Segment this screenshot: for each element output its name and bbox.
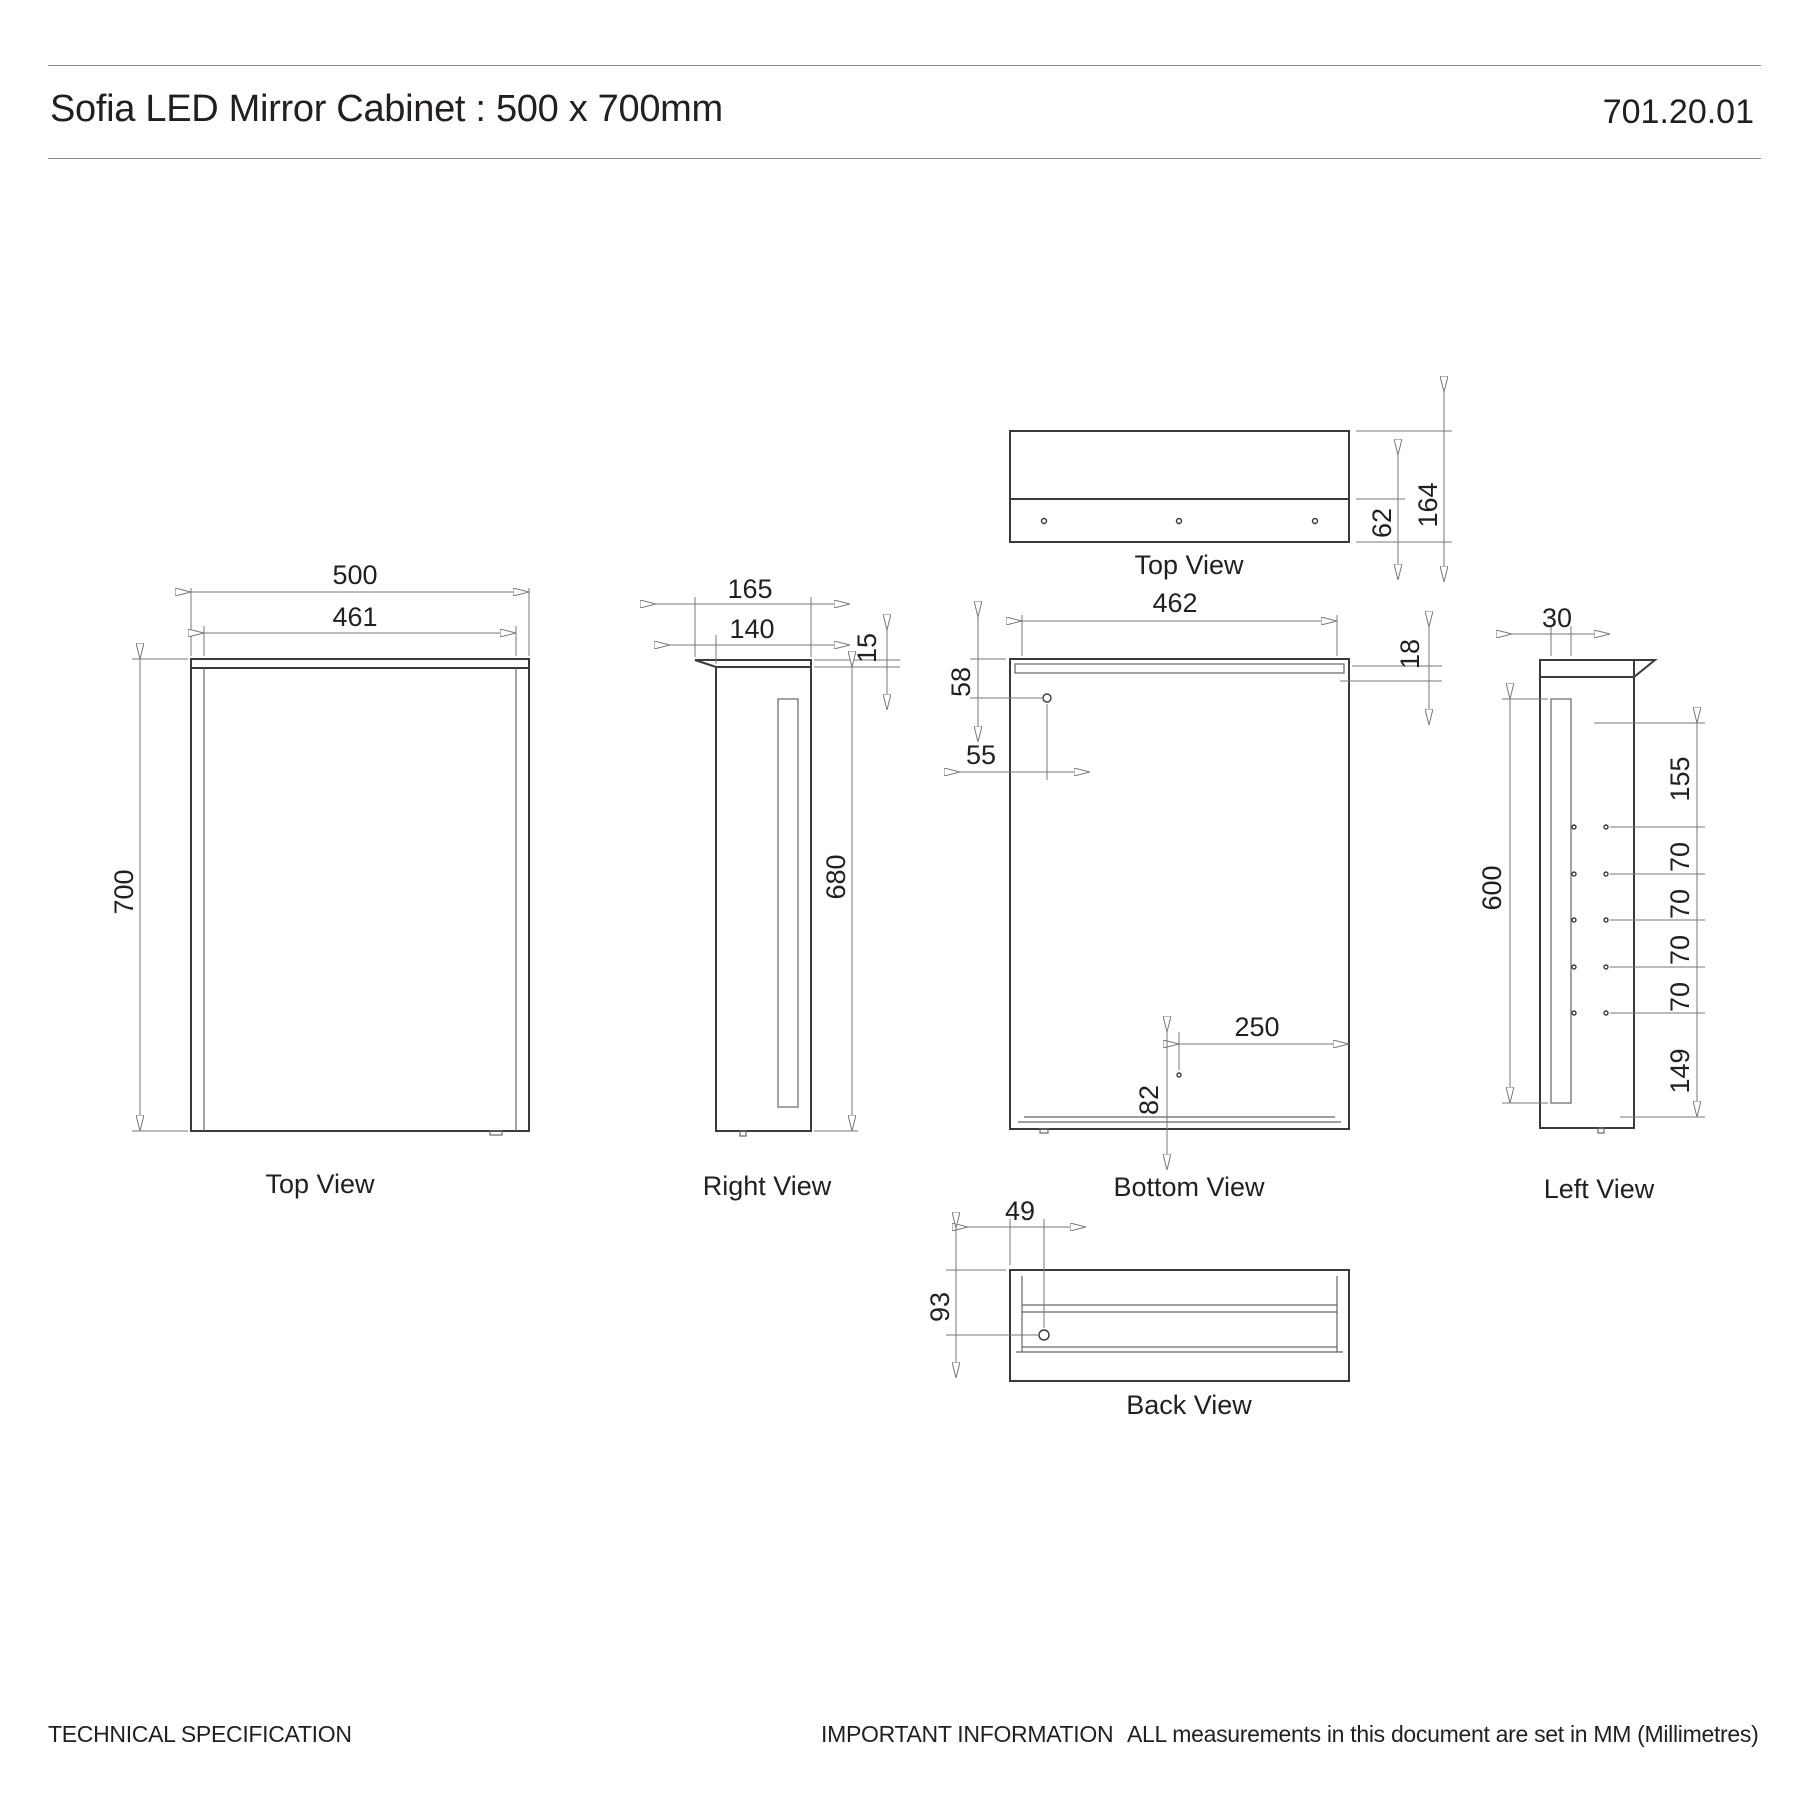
footer-tech-spec: TECHNICAL SPECIFICATION	[48, 1721, 352, 1747]
dim-width-outer: 500	[332, 560, 378, 590]
dim-right-height: 680	[821, 854, 851, 900]
front-view-label: Top View	[265, 1169, 375, 1199]
dim-gap-bottom: 149	[1665, 1048, 1695, 1094]
right-view-label: Right View	[702, 1171, 832, 1201]
top-hole	[1042, 519, 1047, 524]
bottom-cable-hole	[1177, 1073, 1181, 1077]
bottom-switch-hole	[1043, 694, 1051, 702]
shelf-pin	[1572, 825, 1576, 829]
bottom-foot	[1040, 1129, 1048, 1133]
front-view	[109, 560, 529, 1199]
left-shelf-pins	[1572, 825, 1608, 1015]
bottom-view	[946, 588, 1442, 1202]
dim-hole-from-bottom: 82	[1134, 1084, 1164, 1116]
dim-spacing-2: 70	[1665, 888, 1695, 920]
top-hole	[1313, 519, 1318, 524]
shelf-pin	[1604, 1011, 1608, 1015]
front-body	[191, 668, 529, 1131]
bottom-top-strip	[1015, 664, 1344, 673]
right-top-cap	[695, 660, 811, 667]
right-led-strip	[778, 699, 798, 1107]
left-view-label: Left View	[1543, 1174, 1655, 1204]
right-view	[656, 574, 900, 1201]
dim-hole-from-side: 55	[965, 740, 997, 770]
dim-top-strip: 18	[1395, 638, 1425, 670]
dim-hole-y: 93	[925, 1291, 955, 1323]
left-top-cap	[1540, 660, 1655, 677]
front-top-cap	[191, 659, 529, 668]
dim-left-depth: 30	[1541, 603, 1573, 633]
left-body	[1540, 660, 1634, 1128]
back-outline	[1010, 1270, 1349, 1381]
shelf-pin	[1572, 1011, 1576, 1015]
dim-top-lip: 15	[852, 632, 882, 664]
right-body	[716, 667, 811, 1131]
dim-height: 700	[109, 869, 139, 915]
dim-depth-body: 140	[729, 614, 775, 644]
page-title: Sofia LED Mirror Cabinet : 500 x 700mm	[50, 88, 723, 130]
dim-hole-from-right: 250	[1234, 1012, 1280, 1042]
shelf-pin	[1604, 872, 1608, 876]
shelf-pin	[1604, 825, 1608, 829]
shelf-pin	[1572, 918, 1576, 922]
top-view-label: Top View	[1134, 550, 1244, 580]
product-code: 701.20.01	[1602, 93, 1754, 131]
top-outline	[1010, 431, 1349, 542]
dim-gap-top: 155	[1665, 756, 1695, 802]
front-foot	[490, 1131, 502, 1135]
back-view-label: Back View	[1126, 1390, 1252, 1420]
dim-spacing-3: 70	[1665, 934, 1695, 966]
shelf-pin	[1572, 965, 1576, 969]
back-socket-hole	[1039, 1330, 1049, 1340]
dim-bottom-width: 462	[1152, 588, 1198, 618]
shelf-pin	[1604, 918, 1608, 922]
footer-important-label: IMPORTANT INFORMATION	[821, 1721, 1114, 1747]
dim-hole-x: 49	[1004, 1196, 1036, 1226]
shelf-pin	[1572, 872, 1576, 876]
dim-spacing-4: 70	[1665, 981, 1695, 1013]
left-led-strip	[1551, 699, 1571, 1103]
dim-front-depth: 62	[1367, 507, 1397, 539]
shelf-pin	[1604, 965, 1608, 969]
top-hole	[1177, 519, 1182, 524]
bottom-view-label: Bottom View	[1113, 1172, 1265, 1202]
dim-depth-top: 165	[727, 574, 773, 604]
dim-width-inner: 461	[332, 602, 378, 632]
dim-hole-from-top: 58	[946, 666, 976, 698]
dim-left-height: 600	[1477, 865, 1507, 911]
left-view	[1477, 603, 1705, 1204]
dim-total-depth: 164	[1413, 482, 1443, 528]
top-view	[1010, 392, 1452, 582]
dim-spacing-1: 70	[1665, 841, 1695, 873]
back-view	[925, 1196, 1349, 1420]
footer-important-text: ALL measurements in this document are set in MM (Millimetres)	[1127, 1721, 1759, 1747]
